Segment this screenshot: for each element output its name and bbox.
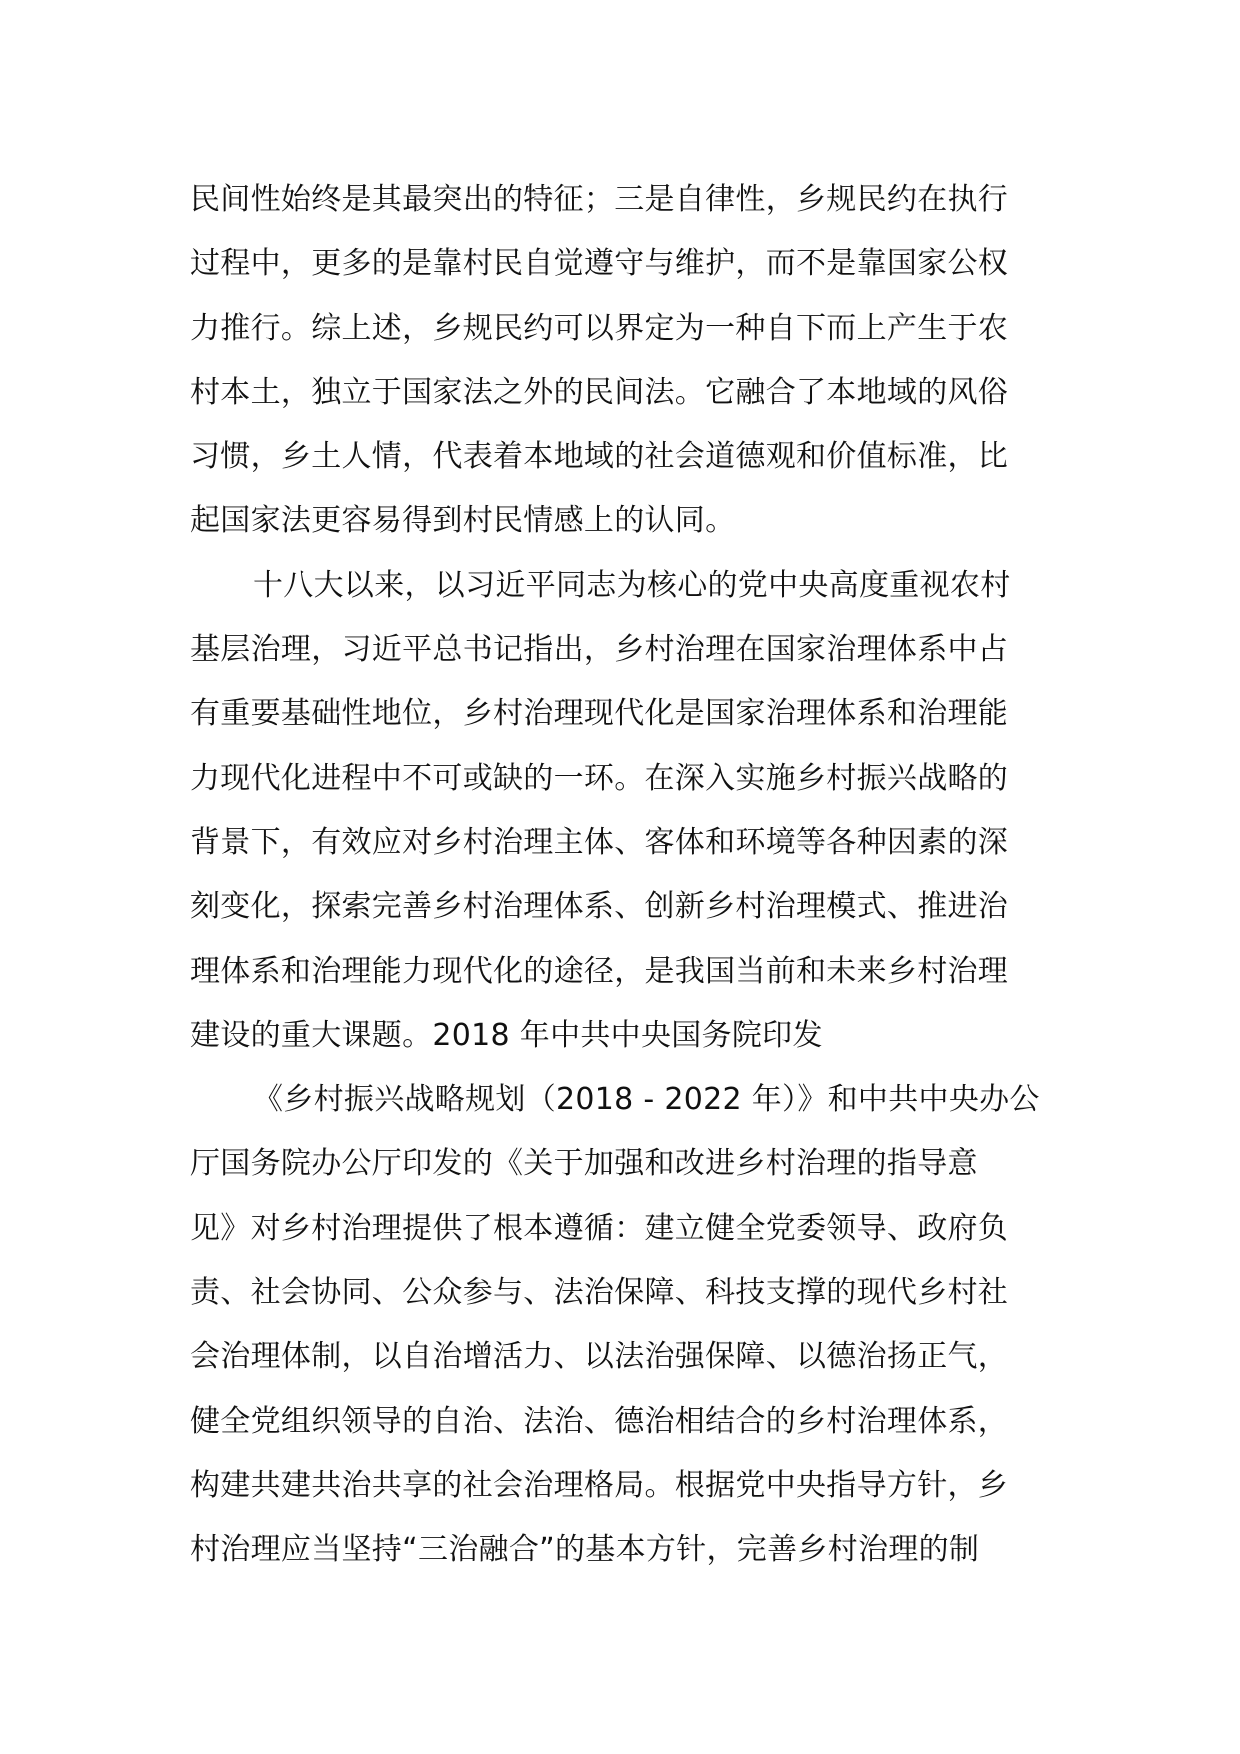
body-text — [190, 168, 1060, 1583]
text-line: 起国家法更容易得到村民情感上的认同。 — [190, 503, 736, 539]
text-line: 责、社会协同、公众参与、法治保障、科技支撑的现代乡村社 — [190, 1275, 1009, 1311]
text-line: 力现代化进程中不可或缺的一环。在深入实施乡村振兴战略的 — [190, 760, 1009, 796]
text-line: 构建共建共治共享的社会治理格局。根据党中央指导方针，乡 — [190, 1467, 1009, 1503]
text-line: 村治理应当坚持“三治融合”的基本方针，完善乡村治理的制 — [190, 1532, 980, 1568]
text-line: 有重要基础性地位，乡村治理现代化是国家治理体系和治理能 — [190, 696, 1009, 732]
text-line: 刻变化，探索完善乡村治理体系、创新乡村治理模式、推进治 — [190, 889, 1009, 925]
text-line: 民间性始终是其最突出的特征；三是自律性，乡规民约在执行 — [190, 182, 1009, 217]
text-line: 习惯，乡土人情，代表着本地域的社会道德观和价值标准，比 — [190, 439, 1009, 475]
text-line: 背景下，有效应对乡村治理主体、客体和环境等各种因素的深 — [190, 824, 1009, 860]
text-line: 建设的重大课题。2018 年中共中央国务院印发 — [190, 1017, 823, 1053]
paragraph-start-line: 十八大以来，以习近平同志为核心的党中央高度重视农村 — [253, 567, 1011, 603]
text-line: 会治理体制，以自治增活力、以法治强保障、以德治扬正气， — [190, 1339, 1009, 1375]
text-line: 厅国务院办公厅印发的《关于加强和改进乡村治理的指导意 — [190, 1146, 978, 1182]
text-line: 过程中，更多的是靠村民自觉遵守与维护，而不是靠国家公权 — [190, 246, 1009, 282]
text-line: 见》对乡村治理提供了根本遵循：建立健全党委领导、政府负 — [190, 1210, 1009, 1246]
text-line: 理体系和治理能力现代化的途径，是我国当前和未来乡村治理 — [190, 953, 1009, 989]
text-line: 村本土，独立于国家法之外的民间法。它融合了本地域的风俗 — [190, 374, 1009, 410]
paragraph-start-line: 《乡村振兴战略规划（2018 - 2022 年）》和中共中央办公 — [253, 1082, 1040, 1118]
text-line: 力推行。综上述，乡规民约可以界定为一种自下而上产生于农 — [190, 310, 1009, 346]
text-line: 健全党组织领导的自治、法治、德治相结合的乡村治理体系， — [190, 1403, 1009, 1439]
text-line: 基层治理，习近平总书记指出，乡村治理在国家治理体系中占 — [190, 632, 1009, 668]
